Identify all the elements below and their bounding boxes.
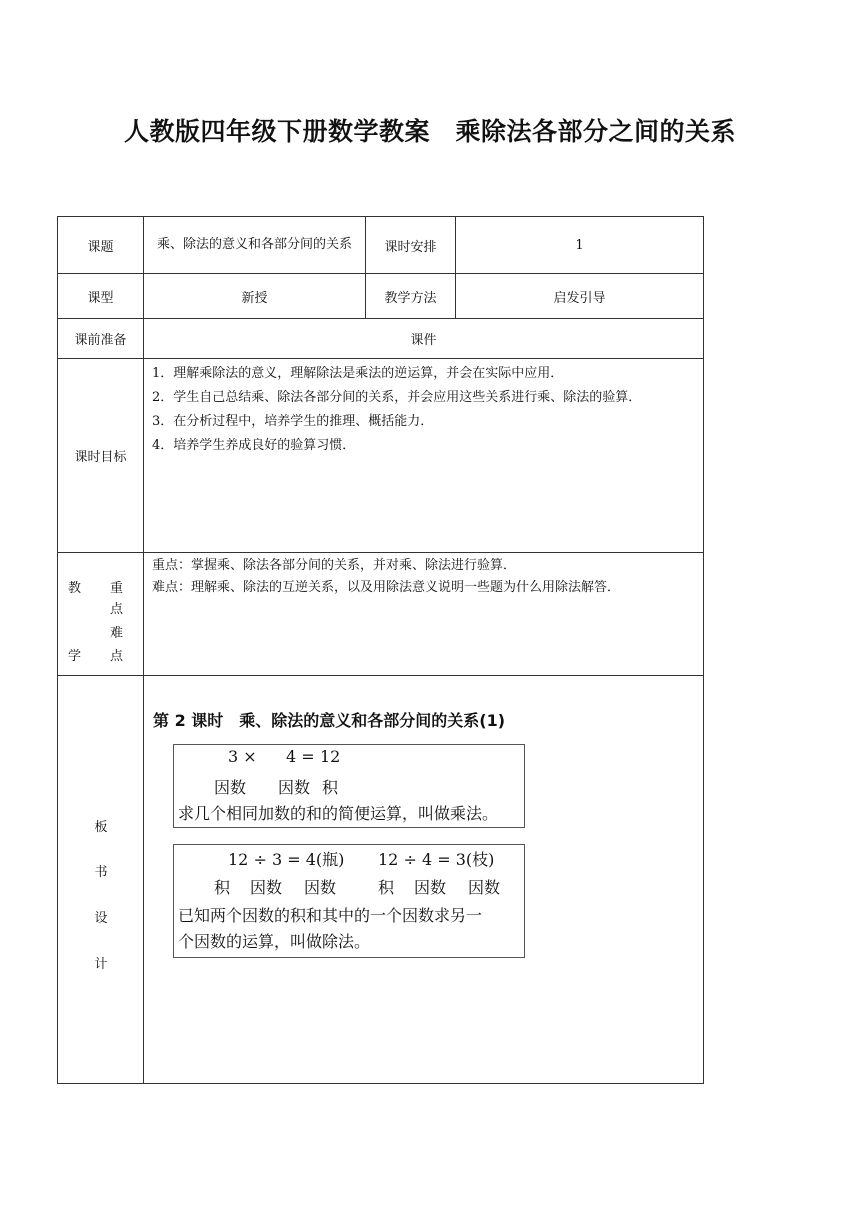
keypoints-row [58,553,704,676]
schedule-label: 课时安排 [366,217,456,274]
div-term: 因数 [250,878,283,897]
mult-equation-part: 4 = [286,747,315,766]
div-term: 积 [214,878,231,897]
goal-item: 4．培养学生养成良好的验算习惯． [152,438,356,453]
goal-item: 3．在分析过程中，培养学生的推理、概括能力． [152,414,434,429]
keypoints-cell [144,553,704,676]
multiplication-box [173,744,525,828]
difficult-point: 难点：理解乘、除法的互逆关系，以及用除法意义说明一些题为什么用除法解答． [152,580,621,595]
div-term: 因数 [414,878,447,897]
goal-item: 1．理解乘除法的意义，理解除法是乘法的逆运算，并会在实际中应用． [152,366,564,381]
lesson-plan-table [57,216,704,1084]
div-term: 因数 [304,878,337,897]
schedule-value: 1 [456,217,704,274]
goals-cell [144,359,704,553]
type-label: 课型 [58,274,144,319]
board-label [58,676,144,1084]
keypoints-label-char: 点 [110,649,124,664]
keypoints-label-char: 学 [68,649,82,664]
mult-definition: 求几个相同加数的和的简便运算，叫做乘法。 [178,804,499,823]
page-title: 人教版四年级下册数学教案 乘除法各部分之间的关系 [123,117,736,146]
board-label-char: 计 [94,957,108,972]
method-value: 启发引导 [456,274,704,319]
prep-label: 课前准备 [58,319,144,359]
div-definition-line: 已知两个因数的积和其中的一个因数求另一 [178,906,483,925]
mult-equation-part: 3 × [228,747,257,766]
keypoints-label-char: 教 [68,581,82,596]
topic-value: 乘、除法的意义和各部分间的关系 [144,217,366,274]
div-equation: 12 ÷ 4 = 3(枝) [378,850,495,869]
board-heading: 第 2 课时 乘、除法的意义和各部分间的关系(1) [153,711,506,730]
mult-term: 因数 [214,778,247,797]
board-label-char: 书 [94,865,108,880]
board-label-char: 设 [94,911,108,926]
board-row [58,676,704,1084]
div-equation: 12 ÷ 3 = 4(瓶) [228,850,345,869]
topic-label: 课题 [58,217,144,274]
div-term: 积 [378,878,395,897]
type-value: 新授 [144,274,366,319]
goals-label: 课时目标 [58,359,144,553]
key-point: 重点：掌握乘、除法各部分间的关系，并对乘、除法进行验算． [152,558,517,573]
type-row [58,274,704,319]
prep-row [58,319,704,359]
prep-value: 课件 [144,319,704,359]
keypoints-label-char: 重 [110,581,124,596]
method-label: 教学方法 [366,274,456,319]
goals-row [58,359,704,553]
mult-equation-part: 12 [320,747,341,766]
keypoints-label [58,553,144,676]
topic-row [58,217,704,274]
division-box [173,844,525,958]
board-label-char: 板 [94,820,108,835]
keypoints-label-char: 难 [110,626,124,641]
goal-item: 2．学生自己总结乘、除法各部分间的关系，并会应用这些关系进行乘、除法的验算． [152,390,642,405]
div-term: 因数 [468,878,501,897]
mult-term: 积 [322,778,339,797]
keypoints-label-char: 点 [110,602,124,617]
mult-term: 因数 [278,778,311,797]
board-design-cell [144,676,704,1084]
div-definition-line: 个因数的运算，叫做除法。 [178,932,371,951]
